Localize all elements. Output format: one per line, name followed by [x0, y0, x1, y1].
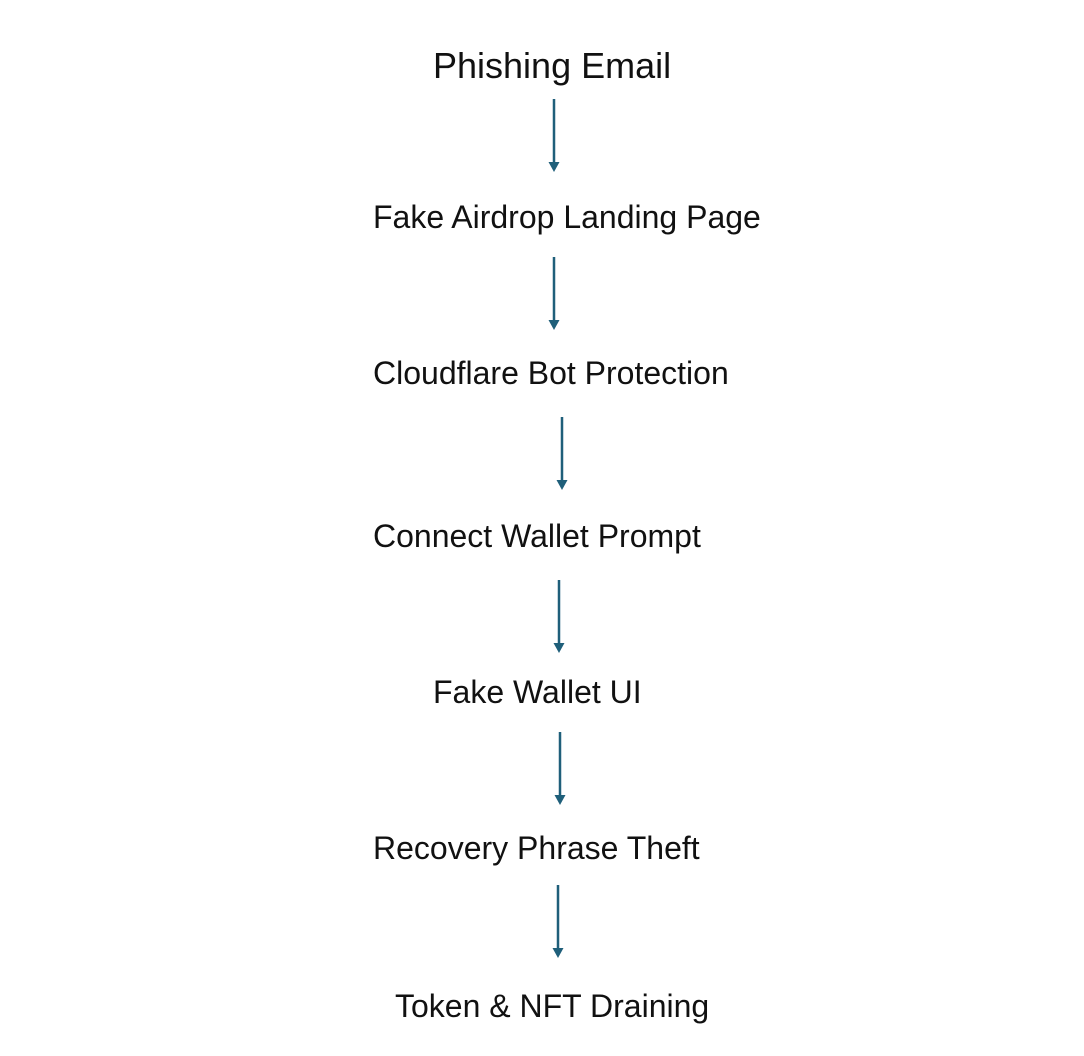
- flow-arrow-2: [549, 257, 560, 330]
- flow-arrow-1: [549, 99, 560, 172]
- arrow-head-icon: [549, 162, 560, 172]
- flow-arrow-4: [554, 580, 565, 653]
- step-fake-wallet-ui: Fake Wallet UI: [433, 674, 642, 710]
- arrow-head-icon: [554, 643, 565, 653]
- step-phishing-email: Phishing Email: [433, 45, 672, 86]
- flow-arrow-3: [557, 417, 568, 490]
- step-cloudflare-bot-protection: Cloudflare Bot Protection: [373, 355, 729, 391]
- step-recovery-phrase-theft: Recovery Phrase Theft: [373, 830, 700, 866]
- arrow-head-icon: [555, 795, 566, 805]
- step-token-nft-draining: Token & NFT Draining: [395, 988, 710, 1024]
- arrow-head-icon: [549, 320, 560, 330]
- arrow-head-icon: [557, 480, 568, 490]
- flow-arrow-5: [555, 732, 566, 805]
- flow-arrow-6: [553, 885, 564, 958]
- step-connect-wallet-prompt: Connect Wallet Prompt: [373, 518, 701, 554]
- arrow-head-icon: [553, 948, 564, 958]
- step-fake-airdrop-landing-page: Fake Airdrop Landing Page: [373, 199, 761, 235]
